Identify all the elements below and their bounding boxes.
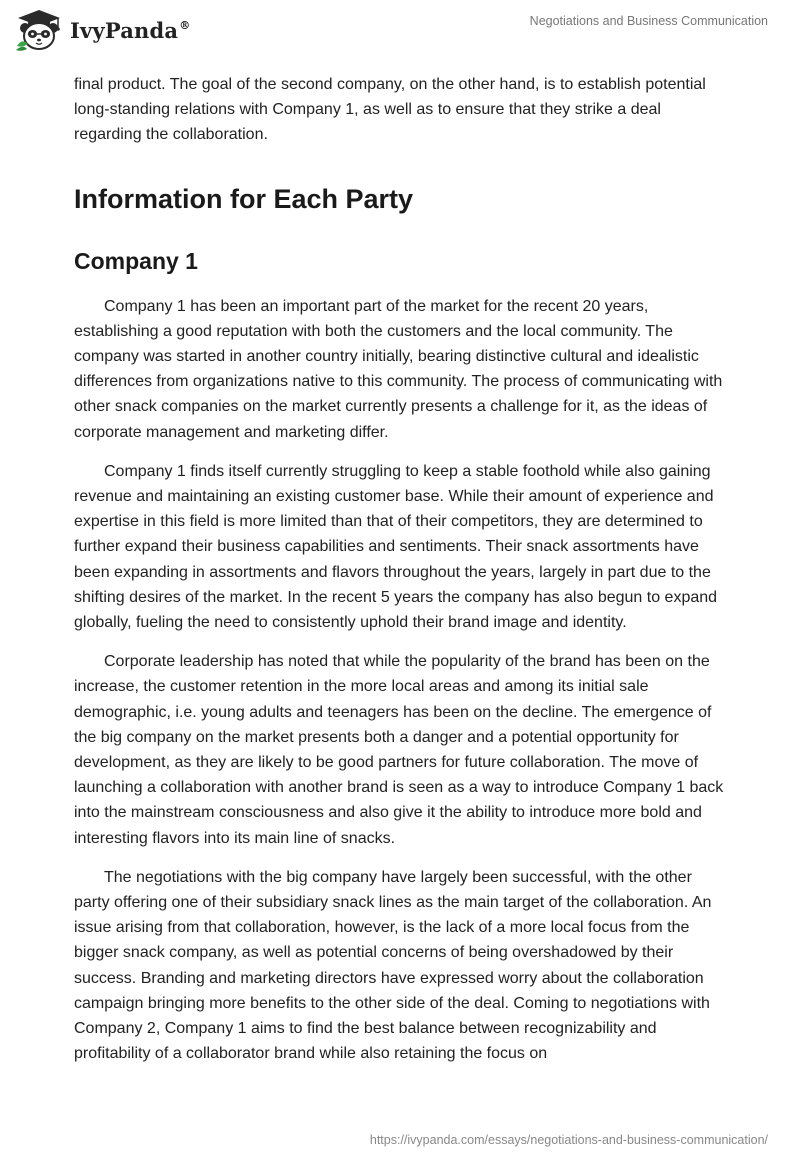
body-paragraph: Corporate leadership has noted that while the popularity of the brand has been on the increase, the customer retention in the more local areas and among its initial sale demographic, i.e. young adults and teenagers has been on the decline. The emergence of the big company on the market presents both a danger and a potential opportunity for development, as they are likely to be good partners for future collaboration. The move of launching a collaboration with another brand is seen as a way to introduce Company 1 back into the mainstream consciousness and also give it the ability to introduce more bold and interesting flavors into its main line of snacks. — [74, 653, 724, 847]
body-paragraph: Company 1 finds itself currently struggling to keep a stable foothold while also gaining revenue and maintaining an existing customer base. While their amount of experience and expertise in this field is more limited than that of their competitors, they are determined to further expand their business capabilities and sentiments. Their snack assortments have been expanding in assortments and flavors throughout the years, largely in part due to the shifting desires of the market. In the recent 5 years the company has also begun to expand globally, fueling the need to consistently uphold their brand image and identity. — [74, 462, 718, 632]
source-url[interactable]: https://ivypanda.com/essays/negotiations-and-business-communication/ — [369, 1133, 768, 1147]
subsection-heading: Company 1 — [74, 247, 198, 274]
logo-wordmark: IvyPanda® — [70, 17, 191, 43]
page-header — [0, 0, 800, 70]
body-paragraph: The negotiations with the big company have largely been successful, with the other party offering one of their subsidiary snack lines as the main target of the collaboration. An issue arising from that collaboration, however, is the lack of a more local focus from the bigger snack company, as well as potential concerns of being overshadowed by their success. Branding and marketing directors have expressed worry about the collaboration campaign bringing more benefits to the other side of the deal. Coming to negotiations with Company 2, Company 1 aims to find the best balance between recognizability and profitability of a collaborator brand while also retaining the focus on — [74, 868, 712, 1063]
body-paragraph: Company 1 has been an important part of the market for the recent 20 years, establishing a good reputation with both the customers and the local community. The company was started in another country initially, bearing distinctive cultural and idealistic differences from organizations native to this community. The process of communicating with other snack companies on the market currently presents a challenge for it, as the ideas of corporate management and marketing differ. — [74, 297, 723, 441]
intro-paragraph: final product. The goal of the second company, on the other hand, is to establish potential long-standing relations with Company 1, as well as to ensure that they strike a deal regarding the collaboration. — [74, 76, 706, 144]
running-title: Negotiations and Business Communication — [529, 14, 768, 28]
panda-graduate-icon — [14, 8, 64, 52]
ivypanda-logo[interactable] — [14, 8, 190, 52]
article-body — [74, 72, 726, 1067]
section-heading: Information for Each Party — [74, 183, 414, 214]
